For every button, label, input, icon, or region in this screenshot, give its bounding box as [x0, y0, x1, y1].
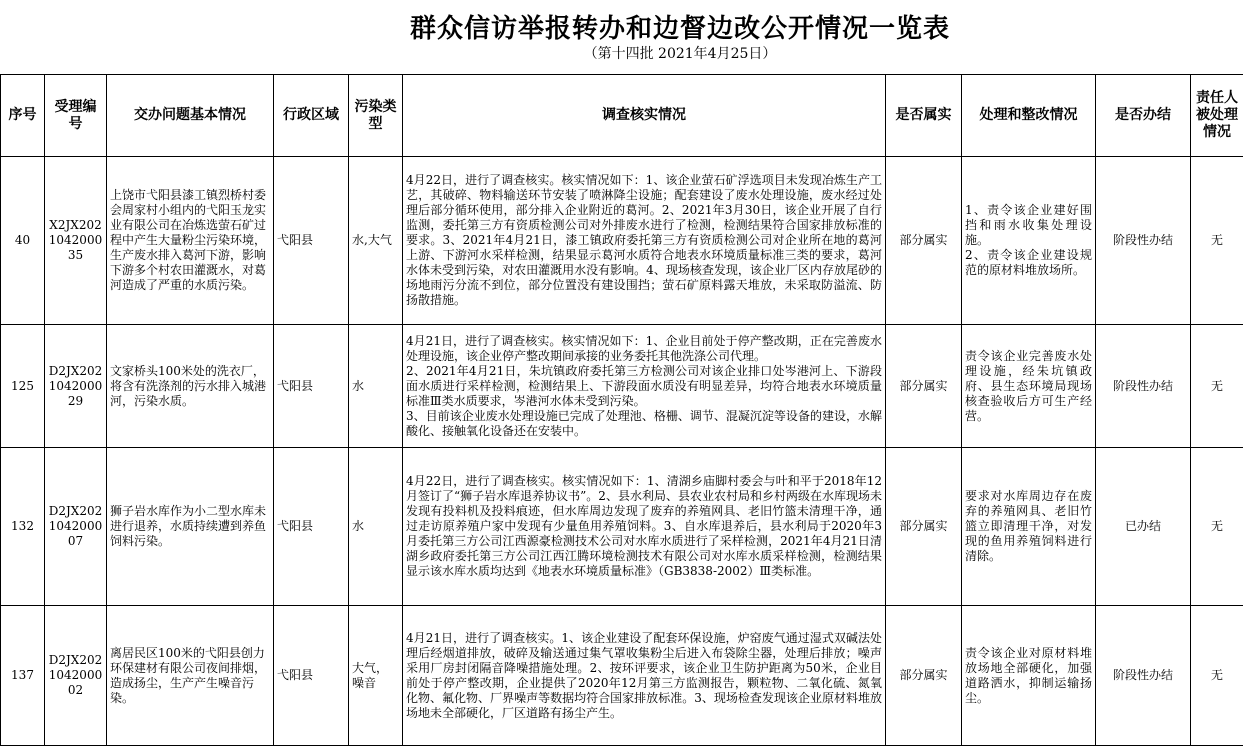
cell-accountability: 无 [1191, 157, 1243, 325]
cell-investigation: 4月22日，进行了调查核实。核实情况如下：1、清湖乡庙脚村委会与叶和平于2018年12月签订了“狮子岩水库退养协议书”。2、县水利局、县农业农村局和乡村两级在水库现场未发现有投料机及投料痕迹，但水库周边发现了废弃的养殖网具、老旧竹篮未清理干净，通过走访原养殖户家中发现有少量鱼用养殖饲料。3、自水库退养后，县水利局于2020年3月委托第三方公司江西源豪检测技术公司对水库水质进行了采样检测，2021年4月21日清湖乡政府委托第三方公司江西江腾环境检测技术有限公司对水库水质采样检测，检测结果显示该水库水质均达到《地表水环境质量标准》（GB3838-2002）Ⅲ类标准。 [403, 448, 886, 606]
complaint-table [0, 74, 1243, 746]
cell-seq: 132 [1, 448, 45, 606]
cell-verified: 部分属实 [886, 606, 962, 746]
cell-accountability: 无 [1191, 606, 1243, 746]
cell-region: 弋阳县 [274, 157, 349, 325]
cell-code: X2JX202104200035 [45, 157, 107, 325]
table-row [1, 606, 1243, 746]
header-code: 受理编号 [45, 75, 107, 157]
cell-seq: 125 [1, 325, 45, 448]
table-header-row [1, 75, 1243, 157]
cell-investigation: 4月21日，进行了调查核实。核实情况如下：1、企业目前处于停产整改期，正在完善废水处理设施，该企业停产整改期间承接的业务委托其他洗涤公司代理。 2、2021年4月21日，朱坑镇政府委托第三方检测公司对该企业排口处岑港河上、下游段面水质进行采样检测，检测结果上、下游段面水质没有明显差异，均符合地表水环境质量标准Ⅲ类水质要求，岑港河水体未受到污染。 3、目前该企业废水处理设施已完成了处理池、格栅、调节、混凝沉淀等设备的建设，水解酸化、接触氧化设备还在安装中。 [403, 325, 886, 448]
cell-closed: 阶段性办结 [1096, 606, 1191, 746]
cell-region: 弋阳县 [274, 606, 349, 746]
cell-issue: 文家桥头100米处的洗衣厂，将含有洗涤剂的污水排入城港河，污染水质。 [107, 325, 274, 448]
cell-handling: 责令该企业完善废水处理设施，经朱坑镇政府、县生态环境局现场核查验收后方可生产经营。 [962, 325, 1096, 448]
header-issue: 交办问题基本情况 [107, 75, 274, 157]
header-handling: 处理和整改情况 [962, 75, 1096, 157]
cell-pollution: 水,大气 [349, 157, 403, 325]
cell-seq: 137 [1, 606, 45, 746]
cell-pollution: 大气，噪音 [349, 606, 403, 746]
cell-investigation: 4月22日，进行了调查核实。核实情况如下：1、该企业萤石矿浮选项目未发现冶炼生产工艺，其破碎、物料输送环节安装了喷淋降尘设施；配套建设了废水处理设施，废水经过处理后部分循环使用，部分排入企业附近的葛河。2、2021年3月30日，该企业开展了自行监测，委托第三方有资质检测公司对外排废水进行了检测，检测结果符合国家排放标准的要求。3、2021年4月21日，漆工镇政府委托第三方有资质检测公司对企业所在地的葛河上游、下游河水采样检测，结果显示葛河水质符合地表水环境质量标准三类的要求，葛河水体未受到污染，对农田灌溉用水没有影响。4、现场核查发现，该企业厂区内存放尾砂的场地雨污分流不到位，部分位置没有建设围挡；萤石矿原料露天堆放，未采取防溢流、防扬散措施。 [403, 157, 886, 325]
page-subtitle: （第十四批 2021年4月25日） [0, 43, 1243, 63]
cell-closed: 阶段性办结 [1096, 325, 1191, 448]
header-region: 行政区域 [274, 75, 349, 157]
cell-investigation: 4月21日，进行了调查核实。1、该企业建设了配套环保设施，炉窑废气通过湿式双碱法处理后经烟道排放，破碎及输送通过集气罩收集粉尘后进入布袋除尘器，处理后排放；噪声采用厂房封闭隔音降噪措施处理。2、按环评要求，该企业卫生防护距离为50米，企业目前处于停产整改期，企业提供了2020年12月第三方监测报告，颗粒物、二氧化硫、氮氧化物、氟化物、厂界噪声等数据均符合国家排放标准。3、现场检查发现该企业原材料堆放场地未全部硬化，厂区道路有扬尘产生。 [403, 606, 886, 746]
cell-pollution: 水 [349, 448, 403, 606]
cell-verified: 部分属实 [886, 448, 962, 606]
cell-verified: 部分属实 [886, 325, 962, 448]
cell-handling: 1、责令该企业建好围挡和雨水收集处理设施。 2、责令该企业建设规范的原材料堆放场所。 [962, 157, 1096, 325]
table-row [1, 325, 1243, 448]
cell-issue: 狮子岩水库作为小二型水库未进行退养，水质持续遭到养鱼饲料污染。 [107, 448, 274, 606]
header-pollution: 污染类型 [349, 75, 403, 157]
cell-region: 弋阳县 [274, 448, 349, 606]
cell-pollution: 水 [349, 325, 403, 448]
cell-closed: 已办结 [1096, 448, 1191, 606]
cell-accountability: 无 [1191, 448, 1243, 606]
header-seq: 序号 [1, 75, 45, 157]
cell-region: 弋阳县 [274, 325, 349, 448]
cell-seq: 40 [1, 157, 45, 325]
header-investigation: 调查核实情况 [403, 75, 886, 157]
cell-code: D2JX202104200002 [45, 606, 107, 746]
cell-handling: 责令该企业对原材料堆放场地全部硬化，加强道路洒水，抑制运输扬尘。 [962, 606, 1096, 746]
header-accountability: 责任人被处理情况 [1191, 75, 1243, 157]
header-verified: 是否属实 [886, 75, 962, 157]
cell-issue: 上饶市弋阳县漆工镇烈桥村委会周家村小组内的弋阳玉龙实业有限公司在冶炼选萤石矿过程中产生大量粉尘污染环境，生产废水排入葛河下游，影响下游多个村农田灌溉水，对葛河造成了严重的水质污染。 [107, 157, 274, 325]
cell-closed: 阶段性办结 [1096, 157, 1191, 325]
page-title: 群众信访举报转办和边督边改公开情况一览表 [0, 8, 1243, 45]
cell-code: D2JX202104200029 [45, 325, 107, 448]
cell-handling: 要求对水库周边存在废弃的养殖网具、老旧竹篮立即清理干净，对发现的鱼用养殖饲料进行清除。 [962, 448, 1096, 606]
cell-accountability: 无 [1191, 325, 1243, 448]
table-row [1, 157, 1243, 325]
table-row [1, 448, 1243, 606]
cell-issue: 离居民区100米的弋阳县创力环保建材有限公司夜间排烟，造成扬尘，生产产生噪音污染。 [107, 606, 274, 746]
cell-verified: 部分属实 [886, 157, 962, 325]
header-closed: 是否办结 [1096, 75, 1191, 157]
cell-code: D2JX202104200007 [45, 448, 107, 606]
